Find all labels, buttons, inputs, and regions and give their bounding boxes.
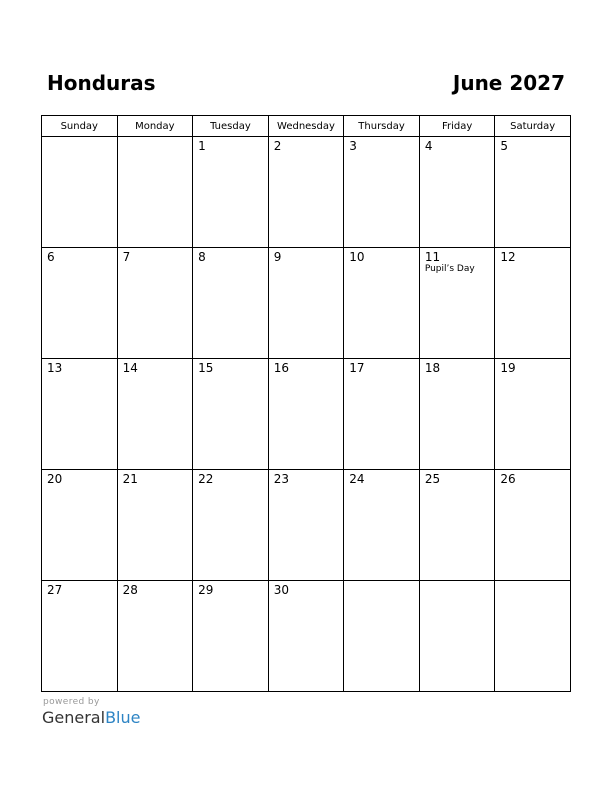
weekday-sunday: Sunday — [42, 116, 118, 137]
day-cell — [42, 248, 118, 359]
weekday-monday: Monday — [117, 116, 193, 137]
day-cell — [193, 581, 269, 692]
day-number: 5 — [500, 139, 509, 153]
day-cell — [193, 359, 269, 470]
day-number: 10 — [349, 250, 365, 264]
day-cell — [117, 137, 193, 248]
day-cell — [344, 470, 420, 581]
day-cell — [344, 248, 420, 359]
day-cell — [495, 359, 571, 470]
day-number: 23 — [273, 472, 289, 486]
day-number — [495, 581, 570, 583]
day-cell — [268, 581, 344, 692]
day-number: 19 — [500, 361, 516, 375]
day-cell — [117, 248, 193, 359]
day-cell — [419, 137, 495, 248]
day-cell — [193, 137, 269, 248]
day-cell — [42, 581, 118, 692]
day-number: 7 — [122, 250, 131, 264]
day-cell — [419, 470, 495, 581]
brand-blue-text: Blue — [105, 708, 141, 727]
powered-by-label: powered by — [43, 697, 100, 707]
day-number: 9 — [273, 250, 282, 264]
month-year-title: June 2027 — [452, 71, 565, 95]
day-number: 13 — [47, 361, 63, 375]
weekday-header-row — [42, 116, 571, 137]
day-number: 11 — [424, 250, 441, 264]
day-number: 1 — [198, 139, 206, 153]
day-number — [344, 581, 419, 583]
day-cell — [117, 470, 193, 581]
week-row — [42, 359, 571, 470]
day-number: 18 — [424, 361, 441, 375]
weekday-tuesday: Tuesday — [193, 116, 269, 137]
day-number: 20 — [47, 472, 63, 486]
day-cell — [42, 359, 118, 470]
day-cell — [268, 470, 344, 581]
day-cell — [419, 359, 495, 470]
week-row — [42, 248, 571, 359]
week-row — [42, 581, 571, 692]
day-cell — [117, 581, 193, 692]
day-cell — [193, 248, 269, 359]
day-number: 4 — [424, 139, 433, 153]
day-cell — [495, 248, 571, 359]
day-number: 29 — [198, 583, 214, 597]
day-number — [118, 137, 193, 139]
day-number: 3 — [349, 139, 357, 153]
day-cell — [344, 581, 420, 692]
day-cell — [268, 359, 344, 470]
day-number: 15 — [198, 361, 214, 375]
day-number: 27 — [47, 583, 63, 597]
day-cell — [42, 470, 118, 581]
week-row — [42, 137, 571, 248]
weekday-thursday: Thursday — [344, 116, 420, 137]
day-cell — [495, 581, 571, 692]
day-number: 22 — [198, 472, 214, 486]
day-cell — [495, 470, 571, 581]
day-number: 24 — [349, 472, 365, 486]
day-number: 2 — [273, 139, 282, 153]
week-row — [42, 470, 571, 581]
day-cell — [419, 581, 495, 692]
weekday-friday: Friday — [419, 116, 495, 137]
day-number: 21 — [122, 472, 138, 486]
day-number: 12 — [500, 250, 516, 264]
country-title: Honduras — [47, 71, 156, 95]
day-cell — [117, 359, 193, 470]
holiday-label: Pupil’s Day — [424, 264, 475, 274]
day-cell — [495, 137, 571, 248]
day-number: 6 — [47, 250, 55, 264]
day-cell — [268, 137, 344, 248]
day-number: 8 — [198, 250, 206, 264]
day-cell — [193, 470, 269, 581]
calendar-grid — [41, 115, 571, 692]
day-number: 14 — [122, 361, 138, 375]
day-cell — [344, 359, 420, 470]
day-number: 16 — [273, 361, 289, 375]
day-number: 17 — [349, 361, 365, 375]
weekday-wednesday: Wednesday — [268, 116, 344, 137]
brand-general-text: General — [42, 708, 106, 727]
weekday-saturday: Saturday — [495, 116, 571, 137]
day-number — [420, 581, 495, 583]
day-cell — [344, 137, 420, 248]
day-cell — [268, 248, 344, 359]
day-number: 30 — [273, 583, 289, 597]
day-number — [42, 137, 117, 139]
day-cell-holiday — [419, 248, 495, 359]
brand-logo[interactable] — [42, 708, 140, 727]
day-number: 25 — [424, 472, 441, 486]
day-cell — [42, 137, 118, 248]
day-number: 26 — [500, 472, 516, 486]
day-number: 28 — [122, 583, 138, 597]
